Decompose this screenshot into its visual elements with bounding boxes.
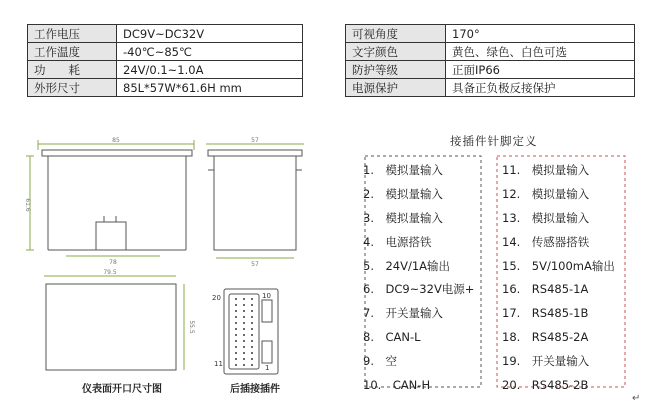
spec-label: 可视角度 xyxy=(346,25,446,43)
spec-label: 外形尺寸 xyxy=(28,79,117,97)
connector-pin-11: 11 xyxy=(214,360,223,368)
connector-pin-10: 10 xyxy=(262,292,271,300)
list-item: 16. RS485-1A xyxy=(502,282,589,297)
spec-label: 功 耗 xyxy=(28,61,117,79)
list-item: 2. 模拟量输入 xyxy=(363,186,443,201)
list-item: 6. DC9~32V电源+ xyxy=(363,282,475,297)
list-item: 3. 模拟量输入 xyxy=(363,210,443,225)
dim-height: 61.6 xyxy=(24,198,31,212)
spec-value: 具备正负极反接保护 xyxy=(446,79,635,97)
list-item: 9. 空 xyxy=(363,354,397,369)
spec-label: 工作电压 xyxy=(28,25,117,43)
list-item: 5. 24V/1A输出 xyxy=(363,258,451,273)
pin-list-left xyxy=(363,162,474,401)
panel-cutout xyxy=(44,276,184,370)
list-item: 15. 5V/100mA输出 xyxy=(502,258,615,273)
list-item: 17. RS485-1B xyxy=(502,306,589,321)
dim-panel-width: 79.5 xyxy=(103,269,117,276)
pin-list-right xyxy=(502,162,615,401)
dim-side-width: 57 xyxy=(251,137,259,144)
dim-bottom-front: 78 xyxy=(109,259,117,266)
connector-pin-1: 1 xyxy=(265,364,270,372)
spec-label: 电源保护 xyxy=(346,79,446,97)
spec-value: DC9V~DC32V xyxy=(117,25,303,43)
spec-label: 防护等级 xyxy=(346,61,446,79)
list-item: 18. RS485-2A xyxy=(502,330,589,345)
list-item: 10. CAN-H xyxy=(363,378,431,393)
spec-value: 170° xyxy=(446,25,635,43)
spec-value: 85L*57W*61.6H mm xyxy=(117,79,303,97)
spec-label: 工作温度 xyxy=(28,43,117,61)
side-view xyxy=(206,144,304,258)
caption-connector: 后插接插件 xyxy=(230,384,280,395)
text-cursor-icon: ↵ xyxy=(632,393,641,404)
list-item: 11. 模拟量输入 xyxy=(502,163,590,177)
front-view xyxy=(26,140,194,256)
connector-pin-20: 20 xyxy=(212,294,221,302)
spec-value: 正面IP66 xyxy=(446,61,635,79)
list-item: 20. RS485-2B xyxy=(502,378,589,393)
dim-bottom-side: 57 xyxy=(251,261,259,268)
list-item: 19. 开关量输入 xyxy=(502,354,590,369)
spec-value: 24V/0.1~1.0A xyxy=(117,61,303,79)
dim-panel-height: 55.5 xyxy=(188,320,195,334)
list-item: 8. CAN-L xyxy=(363,330,421,345)
list-item: 12. 模拟量输入 xyxy=(502,186,590,201)
list-item: 4. 电源搭铁 xyxy=(363,234,432,249)
spec-value: 黄色、绿色、白色可选 xyxy=(446,43,635,61)
list-item: 1. 模拟量输入 xyxy=(363,163,443,177)
spec-value: -40℃~85℃ xyxy=(117,43,303,61)
list-item: 14. 传感器搭铁 xyxy=(502,234,590,249)
connector-drawing xyxy=(224,289,278,374)
list-item: 7. 开关量输入 xyxy=(363,306,443,321)
spec-label: 文字颜色 xyxy=(346,43,446,61)
pin-title: 接插件针脚定义 xyxy=(450,134,538,148)
dim-front-width: 85 xyxy=(112,137,120,144)
caption-panel-cutout: 仪表面开口尺寸图 xyxy=(82,384,162,395)
list-item: 13. 模拟量输入 xyxy=(502,210,590,225)
